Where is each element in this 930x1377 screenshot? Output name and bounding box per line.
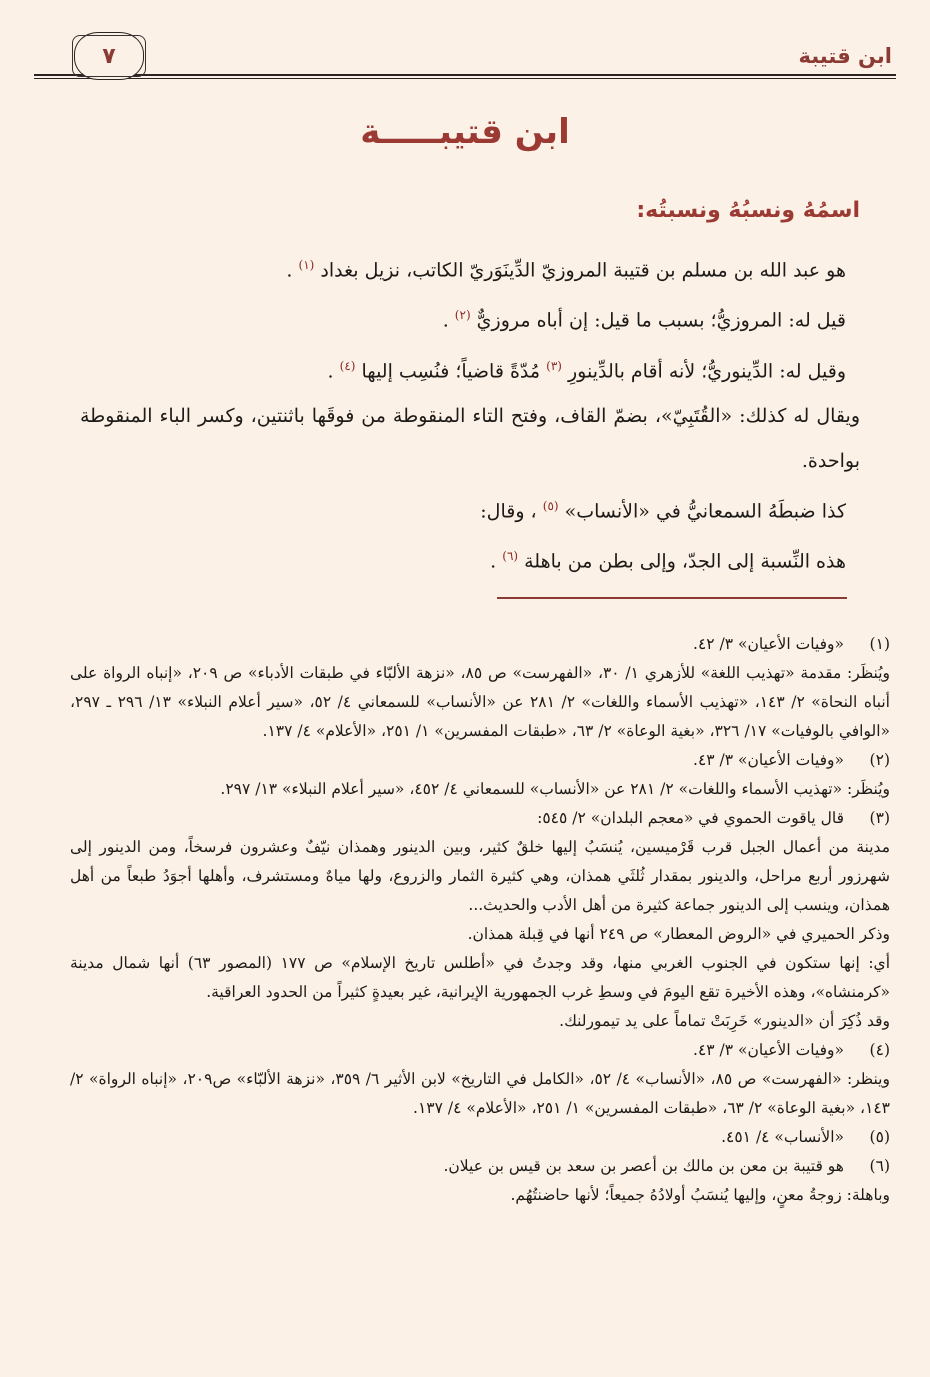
footnote-line: وقد ذُكِرَ أن «الدينور» خَرِبَتْ تماماً على يد تيمورلنك. <box>559 1012 890 1030</box>
footnote-2 <box>70 746 890 804</box>
footnote-line: ويُنظَر: مقدمة «تهذيب اللغة» للأزهري ١/ ٣٠، «الفهرست» ص ٨٥، «نزهة الألبّاء في طبقات الأدباء» ص ٢٠٩، «إنباه الرواة على أنباه النحاة» ٢/ ١٤٣، «تهذيب الأسماء واللغات» ٢/ ٢٨١ عن «الأنساب» للسمعاني ٤/ ٥٢، «سير أعلام النبلاء» ١٣/ ٢٩٦ ـ ٢٩٧، «الوافي بالوفيات» ١٧/ ٣٢٦، «بغية الوعاة» ٢/ ٦٣، «طبقات المفسرين» ١/ ٢٥١، «الأعلام» ٤/ ١٣٧. <box>70 664 891 740</box>
footnote-line: «وفيات الأعيان» ٣/ ٤٣. <box>693 751 844 769</box>
footnote-line: ويُنظَر: «تهذيب الأسماء واللغات» ٢/ ٢٨١ عن «الأنساب» للسمعاني ٤/ ٤٥٢، «سير أعلام النبلاء» ١٣/ ٢٩٧. <box>220 780 890 798</box>
page-number-badge <box>74 32 144 80</box>
body-paragraph: هذه النِّسبة إلى الجدّ، وإلى بطن من باهلة $^{(٦)}$ . <box>490 549 846 573</box>
footnote-1 <box>70 630 890 746</box>
footnote-5 <box>70 1123 890 1152</box>
footnotes <box>70 630 890 1210</box>
page-number: ٧ <box>102 43 116 69</box>
footnote-3 <box>70 804 890 1036</box>
footnote-number: (٦) <box>869 1157 890 1175</box>
footnote-line: وذكر الحميري في «الروض المعطار» ص ٢٤٩ أنها في قِبلة همذان. <box>467 925 890 943</box>
footnote-ref[interactable]: (٤) <box>339 358 356 373</box>
footnote-line: مدينة من أعمال الجبل قرب قَرْميسين، يُنسَبُ إليها خلقٌ كثير، وبين الدينور وهمذان نيّفٌ وعشرون فرسخاً، ومن الدينور إلى شهرزور أربع مراحل، والدينور بمقدار ثُلثَي همذان، وهي كثيرة الثمار والزروع، ولها مياهٌ ومستشرف، وأهلها أجوَدُ طبعاً من أهل همذان، وينسب إلى الدينور جماعة كثيرة من أهل الأدب والحديث... <box>70 838 890 914</box>
body-paragraph: هو عبد الله بن مسلم بن قتيبة المروزيّ الدِّينَوَريّ الكاتب، نزيل بغداد $^{(١)}$ . <box>286 258 846 282</box>
footnote-ref[interactable]: (١) <box>298 258 315 272</box>
footnote-line: «وفيات الأعيان» ٣/ ٤٣. <box>693 1041 844 1059</box>
footnote-number: (٣) <box>869 809 890 827</box>
body-paragraph: وقيل له: الدِّينوريُّ؛ لأنه أقام بالدِّينورِ $^{(٣)}$ مُدّةً قاضياً؛ فنُسِب إليها $^{(٤)}$ . <box>327 358 846 382</box>
footnote-number: (٥) <box>869 1128 890 1146</box>
footnote-line: أي: إنها ستكون في الجنوب الغربي منها، وقد وجدتُ في «أطلس تاريخ الإسلام» ص ١٧٧ (المصور ٦٣) أنها شمال مدينة «كرمنشاه»، وهذه الأخيرة تقع اليومَ في وسطِ غرب الجمهورية الإيرانية، غير بعيدةٍ كثيراً من الحدود العراقية. <box>70 954 890 1001</box>
footnote-line: قال ياقوت الحموي في «معجم البلدان» ٢/ ٥٤٥: <box>537 809 844 827</box>
footnote-4 <box>70 1036 890 1123</box>
body-paragraph: قيل له: المروزيُّ؛ بسبب ما قيل: إن أباه مروزيٌّ $^{(٢)}$ . <box>442 308 846 332</box>
running-header <box>34 40 896 76</box>
header-rule <box>34 74 896 79</box>
footnote-separator <box>497 597 847 599</box>
chapter-title: ابن قتيبـــــة <box>360 112 570 152</box>
section-heading: اسمُهُ ونسبُهُ ونسبتُه: <box>636 198 860 223</box>
running-header-title: ابن قتيبة <box>798 44 892 68</box>
footnote-line: «وفيات الأعيان» ٣/ ٤٢. <box>693 635 844 653</box>
footnote-ref[interactable]: (٥) <box>542 498 559 513</box>
body-paragraph: ويقال له كذلك: «القُتَبِيّ»، بضمّ القاف، وفتح التاء المنقوطة من فوقَها باثنتين، وكسر الباء المنقوطة بواحدة. <box>80 404 860 472</box>
footnote-ref[interactable]: (٢) <box>454 308 471 323</box>
main-body-text <box>80 243 860 585</box>
footnote-ref[interactable]: (٣) <box>546 358 562 373</box>
footnote-6 <box>70 1152 890 1210</box>
footnote-number: (١) <box>869 635 890 653</box>
footnote-number: (٤) <box>869 1041 890 1059</box>
body-paragraph: كذا ضبطَهُ السمعانيُّ في «الأنساب» $^{(٥)}$ ، وقال: <box>480 498 846 523</box>
footnote-line: وينظر: «الفهرست» ص ٨٥، «الأنساب» ٤/ ٥٢، «الكامل في التاريخ» لابن الأثير ٦/ ٣٥٩، «نزهة الألبّاء» ص٢٠٩، «إنباه الرواة» ٢/ ١٤٣، «بغية الوعاة» ٢/ ٦٣، «طبقات المفسرين» ١/ ٢٥١، «الأعلام» ٤/ ١٣٧. <box>70 1070 890 1117</box>
footnote-line: هو قتيبة بن معن بن مالك بن أعصر بن سعد بن قيس بن عيلان. <box>443 1157 844 1175</box>
footnote-line: وباهلة: زوجةُ معنٍ، وإليها يُنسَبُ أولادُهُ جميعاً؛ لأنها حاضنتُهُم. <box>510 1186 890 1204</box>
footnote-number: (٢) <box>869 751 890 769</box>
footnote-line: «الأنساب» ٤/ ٤٥١. <box>721 1128 844 1146</box>
footnote-ref[interactable]: (٦) <box>502 549 519 564</box>
